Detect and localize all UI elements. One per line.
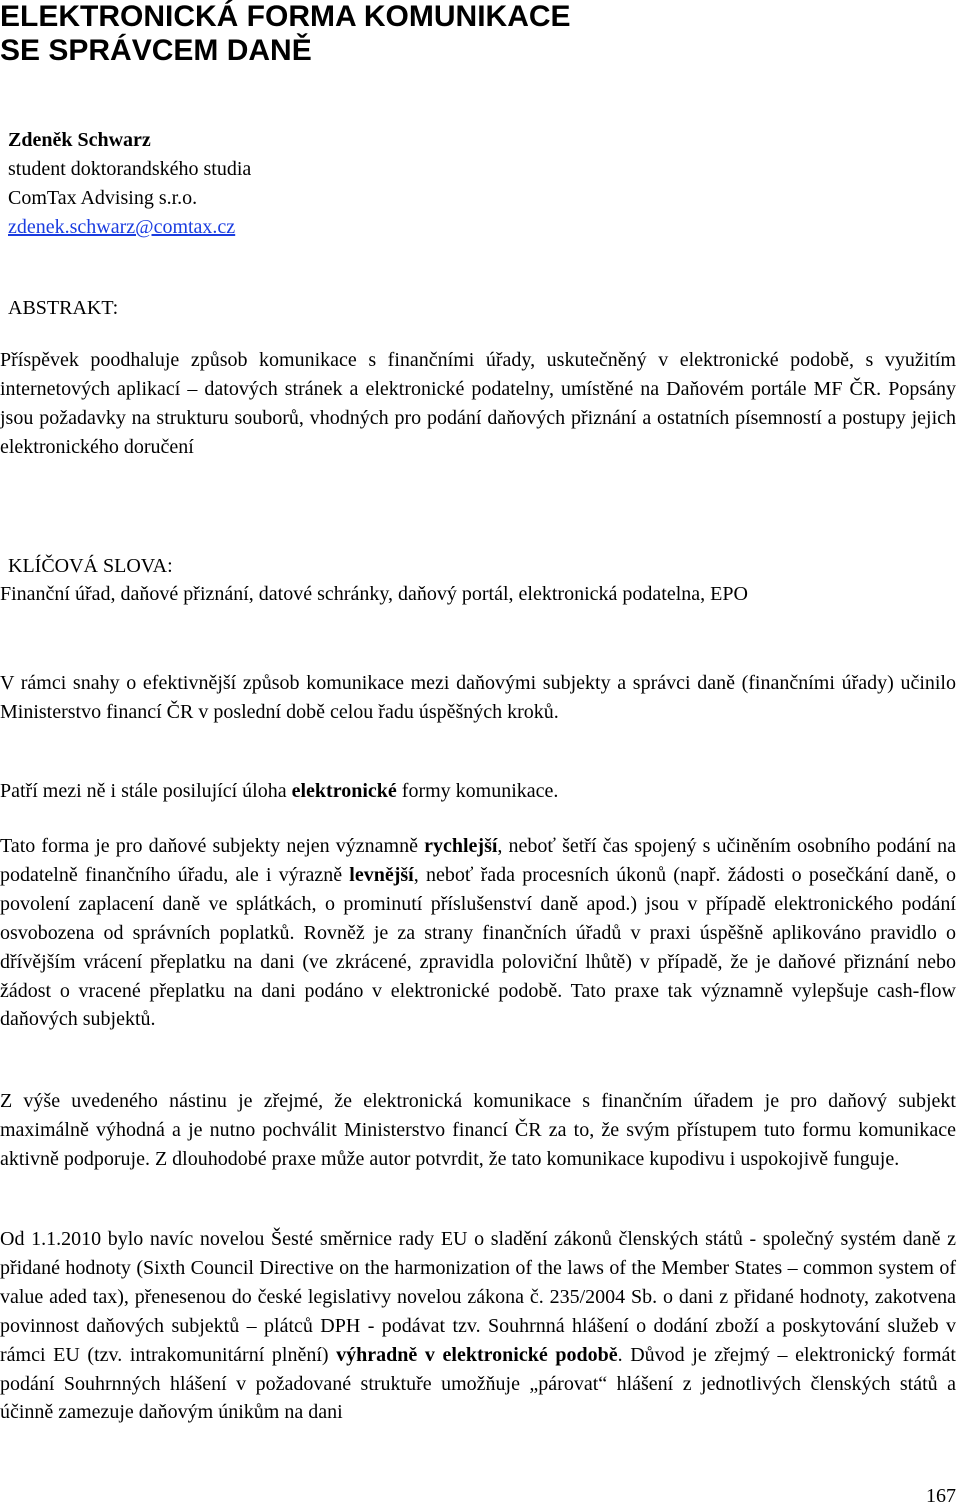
author-name: Zdeněk Schwarz	[8, 129, 151, 151]
body-paragraph-1: V rámci snahy o efektivnější způsob komunikace mezi daňovými subjekty a správci daně (finančními úřady) učinilo Ministerstvo financí ČR v poslední době celou řadu úspěšných kroků.	[0, 672, 956, 723]
title-line-2: SE SPRÁVCEM DANĚ	[0, 34, 312, 67]
author-affiliation: ComTax Advising s.r.o.	[8, 187, 198, 209]
author-role: student doktorandského studia	[8, 158, 252, 180]
keywords-heading: KLÍČOVÁ SLOVA:	[8, 555, 173, 577]
body-paragraph-5	[0, 1225, 956, 1427]
p3-bold-cheaper: levnější	[349, 863, 414, 886]
body-paragraph-4: Z výše uvedeného nástinu je zřejmé, že elektronická komunikace s finančním úřadem je pro daňový subjekt maximálně výhodná a je nutno pochválit Ministerstvo financí ČR za to, že svým přístupem tuto formu komunikace aktivně podporuje. Z dlouhodobé praxe může autor potvrdit, že tato komunikace kupodivu i uspokojivě funguje.	[0, 1090, 956, 1170]
paper-title	[0, 0, 960, 68]
p5-text-a: Od 1.1.2010 bylo navíc novelou Šesté směrnice rady EU o sladění zákonů členských států - společný systém daně z přidané hodnoty (Sixth Council Directive on the harmonization of the laws of the Member States – common system of value aded tax), přenesenou do české legislativy novelou zákona č. 235/2004 Sb. o dani z přidané hodnoty, zakotvena povinnost daňových subjektů – plátců DPH - podávat tzv. Souhrnná hlášení o dodání zboží a poskytování služeb v rámci EU (tzv. intrakomunitární plnění)	[0, 1228, 956, 1366]
body-paragraph-2	[0, 777, 956, 806]
keywords-text: Finanční úřad, daňové přiznání, datové schránky, daňový portál, elektronická podatelna, EPO	[0, 583, 748, 605]
p3-bold-faster: rychlejší	[424, 835, 498, 857]
author-email-link[interactable]: zdenek.schwarz@comtax.cz	[8, 216, 236, 238]
p5-text-c: . Důvod je zřejmý – elektronický formát podání Souhrnných hlášení v požadované struktuře umožňuje „párovat“ hlášení z jednotlivých členských států a účinně zamezuje daňovým únikům na dani	[0, 1343, 956, 1424]
page-number: 167	[926, 1485, 956, 1507]
abstract-text: Příspěvek poodhaluje způsob komunikace s finančními úřady, uskutečněný v elektronické podobě, s využitím internetových aplikací – datových stránek a elektronické podatelny, umístěné na Daňovém portále MF ČR. Popsány jsou požadavky na strukturu souborů, vhodných pro podání daňových přiznání a ostatních písemností a postupy jejich elektronického doručení	[0, 349, 956, 458]
author-block	[8, 126, 251, 242]
p2-text-a: Patří mezi ně i stále posilující úloha	[0, 780, 292, 802]
p2-text-c: formy komunikace.	[396, 780, 559, 802]
title-line-1: ELEKTRONICKÁ FORMA KOMUNIKACE	[0, 0, 571, 33]
p3-text-a: Tato forma je pro daňové subjekty nejen významně	[0, 835, 425, 857]
p3-text-e: , neboť řada procesních úkonů (např. žádosti o posečkání daně, o povolení zaplacení daně ve splátkách, o prominutí příslušenství daně apod.) jsou v případě elektronického podání osvobozena od správních poplatků. Rovněž je za strany finančních úřadů v praxi úspěšně aplikováno pravidlo o dřívějším vrácení přeplatku na dani (ve zkrácené, zpravidla poloviční lhůtě) v případě, že je daňové přiznání nebo žádost o vracené přeplatku na dani podáno v elektronické podobě. Tato praxe tak významně vylepšuje cash-flow daňových subjektů.	[0, 863, 956, 1031]
p5-bold-exclusively-electronic: výhradně v elektronické podobě	[336, 1343, 618, 1366]
body-paragraph-3	[0, 832, 956, 1034]
p2-bold-electronic: elektronické	[291, 780, 397, 802]
p3-text-c: , neboť šetří čas spojený s učiněním osobního podání na podatelně finančního úřadu, ale i výrazně	[0, 835, 956, 886]
abstract-heading: ABSTRAKT:	[8, 297, 119, 319]
